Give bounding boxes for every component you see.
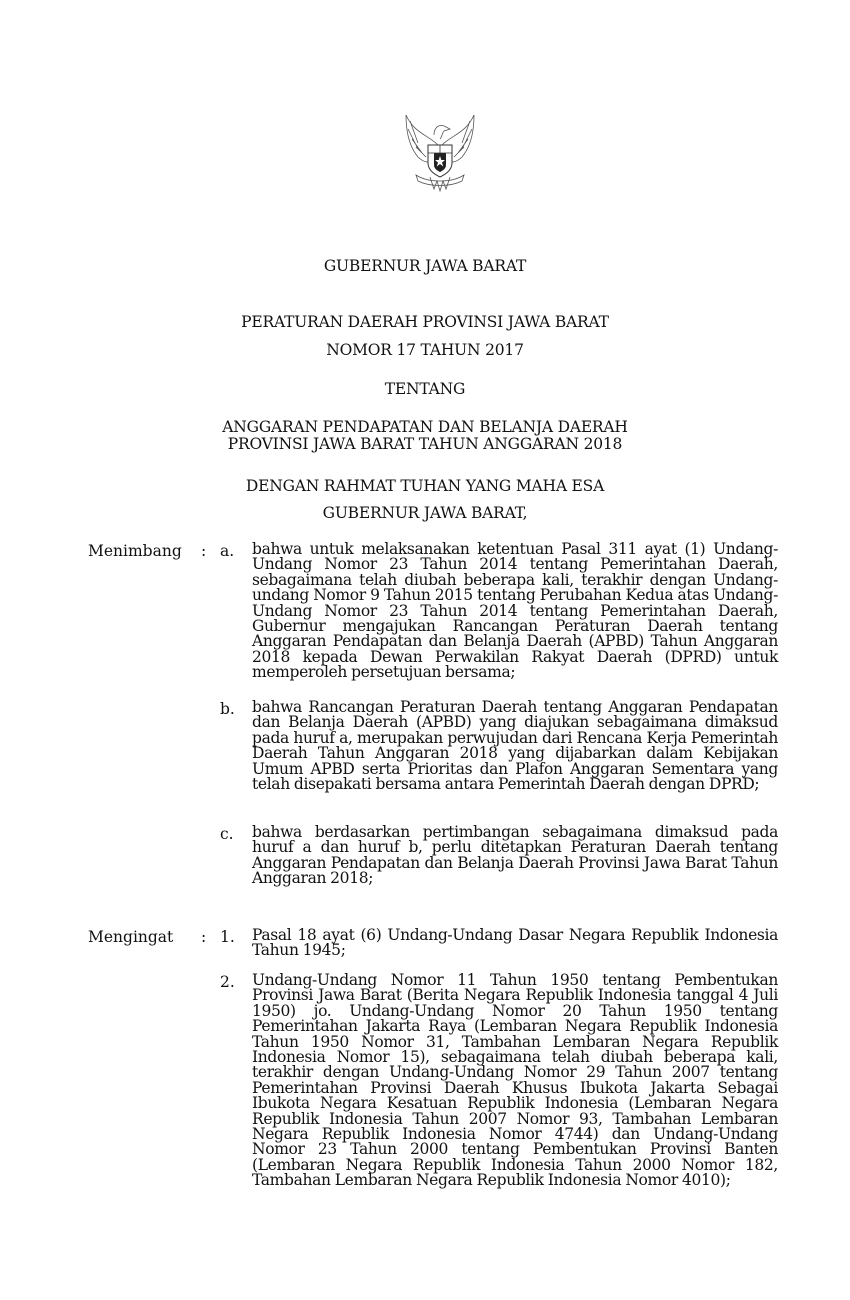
item-text: Pasal 18 ayat (6) Undang-Undang Dasar Negara Republik Indonesia Tahun 1945; — [252, 926, 778, 960]
menimbang-label: Menimbang — [88, 542, 182, 560]
garuda-pancasila-emblem-icon — [400, 105, 480, 200]
regulation-title: PERATURAN DAERAH PROVINSI JAWA BARAT — [241, 313, 609, 331]
issuer-heading: GUBERNUR JAWA BARAT — [323, 257, 527, 275]
item-text: bahwa untuk melaksanakan ketentuan Pasal 311 ayat (1) Undang-Undang Nomor 23 Tahun 2014 tentang Pemerintahan Daerah, sebagaimana telah diubah beberapa kali, terakhir dengan Undang-undang Nomor 9 Tahun 2015 tentang Perubahan Kedua atas Undang-Undang Nomor 23 Tahun 2014 tentang Pemerintahan Daerah, Gubernur mengajukan Rancangan Peraturan Daerah tentang Anggaran Pendapatan dan Belanja Daerah (APBD) Tahun Anggaran 2018 kepada Dewan Perwakilan Rakyat Daerah (DPRD) untuk memperoleh persetujuan bersama; — [252, 540, 778, 682]
item-marker: a. — [220, 542, 235, 560]
item-marker: 1. — [220, 928, 235, 946]
mengingat-colon: : — [201, 928, 207, 946]
item-marker: 2. — [220, 973, 235, 991]
regulation-number: NOMOR 17 TAHUN 2017 — [326, 341, 524, 359]
about-heading: TENTANG — [384, 380, 466, 398]
mengingat-label: Mengingat — [88, 928, 174, 946]
subject-line-1: ANGGARAN PENDAPATAN DAN BELANJA DAERAH — [222, 418, 628, 436]
invocation: DENGAN RAHMAT TUHAN YANG MAHA ESA — [245, 477, 605, 495]
item-marker: b. — [220, 700, 235, 718]
issuer-signature-heading: GUBERNUR JAWA BARAT, — [322, 504, 528, 522]
item-text: bahwa Rancangan Peraturan Daerah tentang Anggaran Pendapatan dan Belanja Daerah (APBD) yang diajukan sebagaimana dimaksud pada huruf a, merupakan perwujudan dari Rencana Kerja Pemerintah Daerah Tahun Anggaran 2018 yang dijabarkan dalam Kebijakan Umum APBD serta Prioritas dan Plafon Anggaran Sementara yang telah disepakati bersama antara Pemerintah Daerah dengan DPRD; — [252, 698, 778, 794]
item-text: bahwa berdasarkan pertimbangan sebagaimana dimaksud pada huruf a dan huruf b, perlu ditetapkan Peraturan Daerah tentang Anggaran Pendapatan dan Belanja Daerah Provinsi Jawa Barat Tahun Anggaran 2018; — [252, 823, 778, 888]
item-text: Undang-Undang Nomor 11 Tahun 1950 tentang Pembentukan Provinsi Jawa Barat (Berita Negara Republik Indonesia tanggal 4 Juli 1950) jo. Undang-Undang Nomor 20 Tahun 1950 tentang Pemerintahan Jakarta Raya (Lembaran Negara Republik Indonesia Tahun 1950 Nomor 31, Tambahan Lembaran Negara Republik Indonesia Nomor 15), sebagaimana telah diubah beberapa kali, terakhir dengan Undang-Undang Nomor 29 Tahun 2007 tentang Pemerintahan Provinsi Daerah Khusus Ibukota Jakarta Sebagai Ibukota Negara Kesatuan Republik Indonesia (Lembaran Negara Republik Indonesia Tahun 2007 Nomor 93, Tambahan Lembaran Negara Republik Indonesia Nomor 4744) dan Undang-Undang Nomor 23 Tahun 2000 tentang Pembentukan Provinsi Banten (Lembaran Negara Republik Indonesia Tahun 2000 Nomor 182, Tambahan Lembaran Negara Republik Indonesia Nomor 4010); — [252, 971, 778, 1190]
menimbang-colon: : — [201, 542, 207, 560]
item-marker: c. — [220, 825, 234, 843]
subject-line-2: PROVINSI JAWA BARAT TAHUN ANGGARAN 2018 — [227, 435, 623, 453]
